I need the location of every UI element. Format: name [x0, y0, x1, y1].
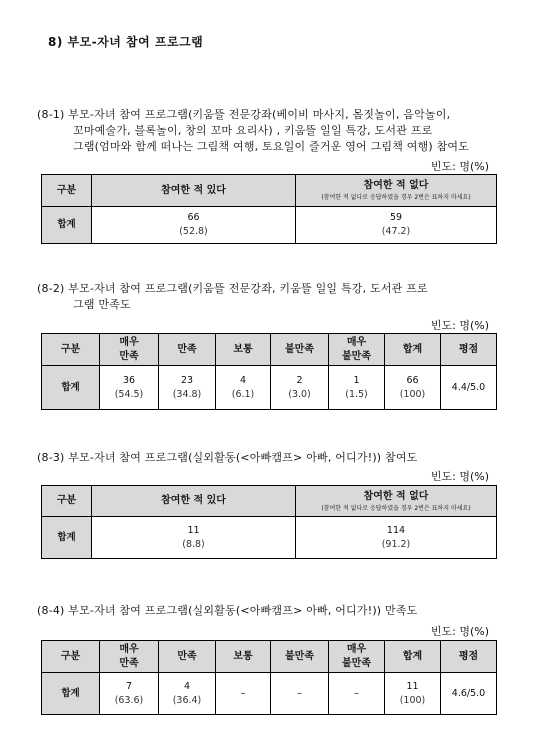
cell-percent: (100) — [399, 388, 426, 400]
cell-value: 11 — [406, 680, 419, 692]
data-cell — [329, 673, 385, 715]
satisfaction-table-2 — [41, 333, 497, 410]
cell-value: 7 — [125, 680, 133, 692]
section-title: 8) 부모-자녀 참여 프로그램 — [48, 35, 204, 49]
participation-table-3 — [41, 485, 497, 559]
header-yes: 참여한 적 있다 — [92, 486, 296, 517]
row-total-label: 합계 — [42, 673, 100, 715]
cell-percent: (100) — [399, 694, 426, 706]
data-cell — [159, 673, 216, 715]
cell-value: 2 — [296, 374, 303, 386]
question-line: 그램 만족도 — [73, 298, 131, 311]
header-text: 매우 — [346, 336, 367, 348]
header-text: 보통 — [233, 343, 253, 355]
question-line: (8-2) 부모-자녀 참여 프로그램(키움뜰 전문강좌, 키움뜰 일일 특강, 도서관 프로 — [37, 282, 428, 295]
header-cell — [271, 641, 329, 673]
cell-value: 36 — [122, 374, 136, 386]
header-text: 구분 — [60, 343, 81, 355]
header-text: 불만족 — [342, 350, 371, 362]
cell-yes — [92, 207, 296, 244]
data-cell — [159, 366, 216, 410]
cell-no — [296, 207, 497, 244]
header-text: 만족 — [119, 350, 139, 362]
cell-value: 1 — [353, 374, 360, 386]
unit-label: 빈도: 명(%) — [430, 160, 489, 173]
header-cell — [385, 641, 441, 673]
header-text: 매우 — [119, 643, 139, 655]
data-cell — [100, 673, 159, 715]
data-cell — [329, 366, 385, 410]
data-cell — [271, 673, 329, 715]
header-group: 구분 — [42, 175, 92, 207]
header-cell — [100, 641, 159, 673]
cell-percent: (63.6) — [114, 694, 144, 706]
cell-percent: (52.8) — [179, 226, 208, 237]
question-8-1 — [37, 107, 469, 155]
header-no — [296, 486, 497, 517]
header-cell — [42, 334, 100, 366]
cell-yes — [92, 517, 296, 559]
cell-value: – — [354, 687, 359, 699]
cell-value: 66 — [187, 212, 200, 223]
header-cell — [329, 641, 385, 673]
cell-value: – — [240, 687, 246, 699]
header-cell — [271, 334, 329, 366]
question-8-2 — [37, 281, 428, 313]
cell-value: – — [297, 687, 302, 699]
header-group: 구분 — [42, 486, 92, 517]
header-cell — [216, 641, 271, 673]
header-cell — [100, 334, 159, 366]
header-cell — [441, 334, 497, 366]
header-cell — [441, 641, 497, 673]
header-text: 구분 — [60, 650, 81, 662]
header-cell — [385, 334, 441, 366]
question-line: (8-4) 부모-자녀 참여 프로그램(실외활동(<아빠캠프> 아빠, 어디가!)) 만족도 — [37, 604, 418, 617]
cell-percent: (34.8) — [172, 388, 202, 400]
data-cell — [385, 366, 441, 410]
cell-percent: (47.2) — [381, 226, 411, 237]
participation-table-1 — [41, 174, 497, 244]
header-yes: 참여한 적 있다 — [92, 175, 296, 207]
cell-percent: (3.0) — [288, 388, 311, 400]
header-text: 평점 — [458, 650, 479, 662]
header-text: 만족 — [119, 657, 139, 669]
unit-label: 빈도: 명(%) — [430, 625, 489, 638]
header-text: 만족 — [177, 343, 197, 355]
question-8-4 — [37, 603, 417, 619]
header-text: 매우 — [119, 336, 139, 348]
header-text: 평점 — [458, 343, 479, 355]
header-text: 만족 — [177, 650, 197, 662]
data-cell — [385, 673, 441, 715]
cell-percent: (54.5) — [114, 388, 144, 400]
header-no-label: 참여한 적 없다 — [363, 490, 429, 502]
header-no-note: (참여한 적 없다로 응답하였을 경우 2번은 표하지 마세요) — [321, 194, 471, 201]
question-line: 꼬마예술가, 블록놀이, 창의 꼬마 요리사) , 키움뜰 일일 특강, 도서관 프로 — [73, 124, 433, 137]
data-cell — [100, 366, 159, 410]
header-text: 합계 — [402, 343, 423, 355]
cell-percent: (8.8) — [182, 538, 205, 550]
row-total-label: 합계 — [42, 517, 92, 559]
cell-percent: (6.1) — [231, 388, 255, 400]
header-text: 불만족 — [285, 343, 314, 355]
unit-label: 빈도: 명(%) — [430, 470, 489, 483]
question-8-3 — [37, 450, 417, 466]
score-cell: 4.6/5.0 — [441, 673, 497, 715]
unit-label: 빈도: 명(%) — [430, 319, 489, 332]
header-no-label: 참여한 적 없다 — [363, 180, 429, 191]
row-total-label: 합계 — [42, 366, 100, 410]
header-text: 보통 — [233, 650, 253, 662]
header-cell — [42, 641, 100, 673]
cell-value: 23 — [180, 374, 194, 386]
header-no — [296, 175, 497, 207]
header-cell — [159, 641, 216, 673]
header-cell — [329, 334, 385, 366]
cell-value: 66 — [406, 374, 419, 386]
cell-no — [296, 517, 497, 559]
header-no-note: (참여한 적 없다로 응답하였을 경우 2번은 표하지 마세요) — [321, 504, 471, 512]
cell-value: 4 — [183, 680, 191, 692]
score-cell: 4.4/5.0 — [441, 366, 497, 410]
header-text: 불만족 — [285, 650, 314, 662]
cell-percent: (1.5) — [345, 388, 368, 400]
data-cell — [216, 673, 271, 715]
header-text: 매우 — [346, 643, 367, 655]
row-total-label: 합계 — [42, 207, 92, 244]
satisfaction-table-4 — [41, 640, 497, 715]
question-line: 그램(엄마와 함께 떠나는 그림책 여행, 토요일이 즐거운 영어 그림책 여행) 참여도 — [73, 140, 470, 153]
cell-value: 4 — [239, 374, 247, 386]
header-text: 불만족 — [342, 657, 371, 669]
header-cell — [159, 334, 216, 366]
data-cell — [216, 366, 271, 410]
cell-percent: (91.2) — [381, 538, 411, 550]
data-cell — [271, 366, 329, 410]
cell-value: 11 — [187, 524, 200, 536]
question-line: (8-3) 부모-자녀 참여 프로그램(실외활동(<아빠캠프> 아빠, 어디가!)) 참여도 — [37, 451, 418, 464]
question-line: (8-1) 부모-자녀 참여 프로그램(키움뜰 전문강좌(베이비 마사지, 몸짓놀이, 음악놀이, — [37, 108, 451, 121]
cell-value: 59 — [389, 212, 403, 223]
header-cell — [216, 334, 271, 366]
header-text: 합계 — [402, 650, 423, 662]
cell-value: 114 — [386, 524, 406, 536]
cell-percent: (36.4) — [172, 694, 202, 706]
